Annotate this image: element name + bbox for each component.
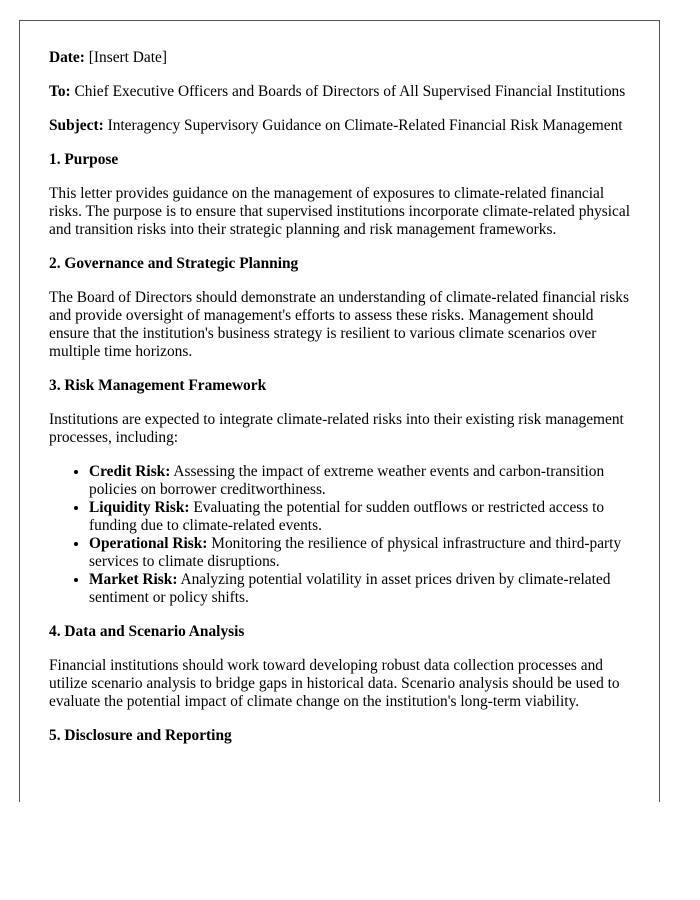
risk-label: Credit Risk: <box>89 463 171 480</box>
risk-label: Liquidity Risk: <box>89 499 190 516</box>
letter-content <box>20 21 659 745</box>
subject-value: Interagency Supervisory Guidance on Climate-Related Financial Risk Management <box>107 117 623 134</box>
risk-list <box>49 463 631 607</box>
letter-page <box>19 20 660 802</box>
subject-label: Subject: <box>49 117 104 134</box>
list-item-market-risk <box>89 571 631 607</box>
section-heading-disclosure: 5. Disclosure and Reporting <box>49 727 232 744</box>
risk-text: Evaluating the potential for sudden outflows or restricted access to funding due to climate-related events. <box>89 499 605 534</box>
risk-label: Market Risk: <box>89 571 178 588</box>
date-label: Date: <box>49 49 85 66</box>
subject-line <box>49 117 631 135</box>
risk-label: Operational Risk: <box>89 535 208 552</box>
section-heading-data-scenario: 4. Data and Scenario Analysis <box>49 623 245 640</box>
date-line <box>49 49 631 67</box>
list-item-liquidity-risk <box>89 499 631 535</box>
section-heading-purpose: 1. Purpose <box>49 151 119 168</box>
risk-text: Monitoring the resilience of physical infrastructure and third-party services to climate disruptions. <box>89 535 622 570</box>
to-line <box>49 83 631 101</box>
risk-text: Assessing the impact of extreme weather events and carbon-transition policies on borrower creditworthiness. <box>89 463 605 498</box>
to-value: Chief Executive Officers and Boards of Directors of All Supervised Financial Institutions <box>74 83 626 100</box>
section-body-governance: The Board of Directors should demonstrate an understanding of climate-related financial risks and provide oversight of management's efforts to assess these risks. Management should ensure that the institution's business strategy is resilient to various climate scenarios over multiple time horizons. <box>49 289 629 360</box>
to-label: To: <box>49 83 71 100</box>
section-body-risk-framework: Institutions are expected to integrate climate-related risks into their existing risk management processes, including: <box>49 411 624 446</box>
list-item-operational-risk <box>89 535 631 571</box>
section-heading-governance: 2. Governance and Strategic Planning <box>49 255 299 272</box>
section-body-purpose: This letter provides guidance on the management of exposures to climate-related financial risks. The purpose is to ensure that supervised institutions incorporate climate-related physical and transition risks into their strategic planning and risk management frameworks. <box>49 185 630 238</box>
list-item-credit-risk <box>89 463 631 499</box>
date-value: [Insert Date] <box>88 49 167 66</box>
section-body-data-scenario: Financial institutions should work toward developing robust data collection processes and utilize scenario analysis to bridge gaps in historical data. Scenario analysis should be used to evaluate the potential impact of climate change on the institution's long-term viability. <box>49 657 620 710</box>
section-heading-risk-framework: 3. Risk Management Framework <box>49 377 267 394</box>
risk-text: Analyzing potential volatility in asset prices driven by climate-related sentiment or policy shifts. <box>89 571 611 606</box>
